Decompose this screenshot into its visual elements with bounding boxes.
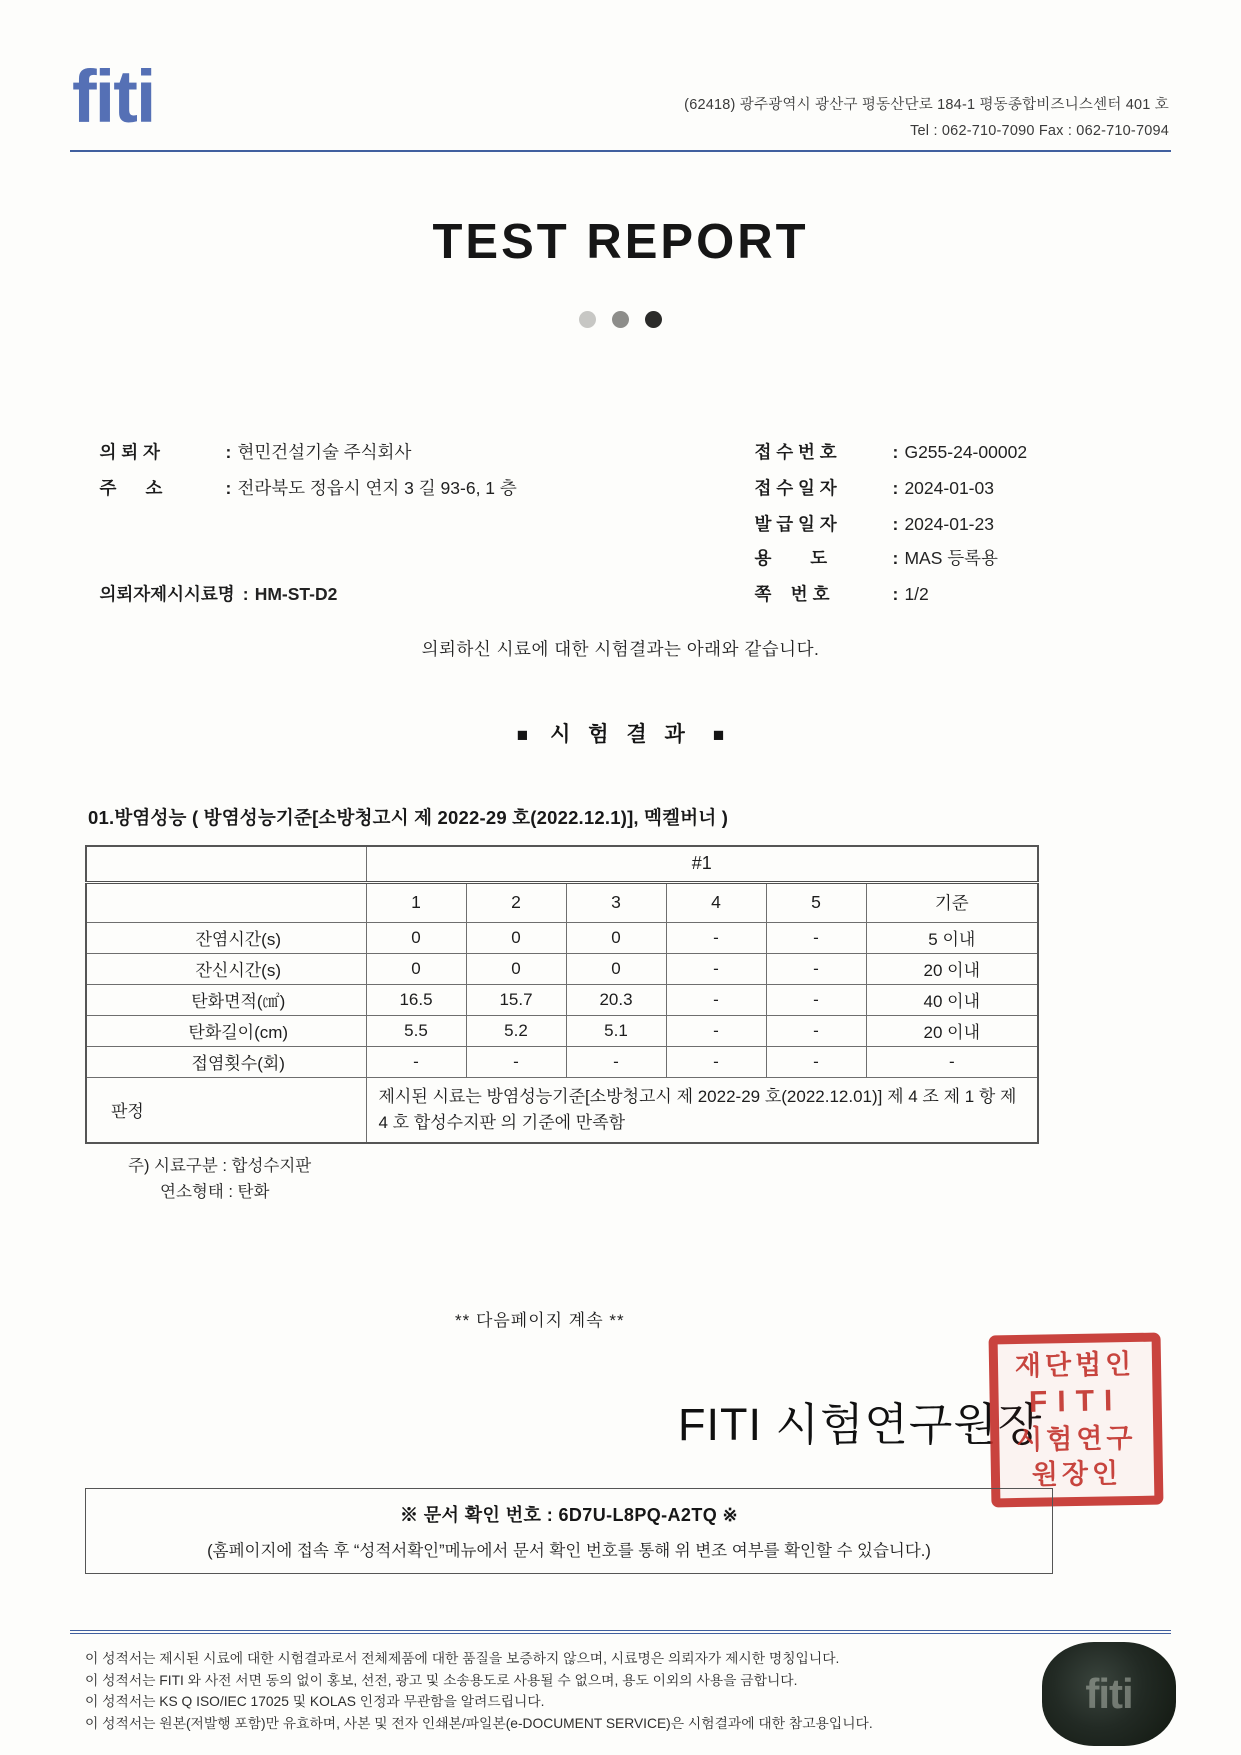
receipt-no-value: G255-24-00002 — [904, 442, 1028, 462]
cell: 0 — [366, 922, 466, 953]
cell: - — [666, 1046, 766, 1077]
receipt-date-value: 2024-01-03 — [904, 478, 994, 498]
header-rule — [70, 150, 1171, 152]
cell: 16.5 — [366, 984, 466, 1015]
fiti-logo — [70, 58, 270, 142]
table-note-sample-type: 주) 시료구분 : 합성수지판 — [128, 1157, 312, 1175]
header-telfax: Tel : 062-710-7090 Fax : 062-710-7094 — [910, 123, 1169, 139]
cell: - — [666, 922, 766, 953]
table-note-burn-type: 연소형태 : 탄화 — [160, 1183, 270, 1201]
usage-label: 용 도 — [754, 548, 828, 568]
cell: 0 — [566, 953, 666, 984]
verdict-label: 판정 — [86, 1077, 366, 1143]
row-label: 탄화길이(cm) — [86, 1015, 366, 1046]
usage-value: MAS 등록용 — [904, 548, 998, 568]
table-row — [86, 953, 1038, 984]
colon: : — [225, 478, 232, 498]
cell: - — [566, 1046, 666, 1077]
row-label: 탄화면적(㎠) — [86, 984, 366, 1015]
cell-standard: 20 이내 — [866, 953, 1038, 984]
cell: - — [766, 953, 866, 984]
dot-light — [579, 311, 596, 328]
table-row — [86, 922, 1038, 953]
header-address: (62418) 광주광역시 광산구 평동산단로 184-1 평동종합비즈니스센터 401 호 — [684, 97, 1169, 113]
page-no-value: 1/2 — [904, 584, 929, 604]
table-row — [86, 1015, 1038, 1046]
section-heading — [0, 718, 1241, 748]
footer-note: 이 성적서는 원본(저발행 포함)만 유효하며, 사본 및 전자 인쇄본/파일본(e-DOCUMENT SERVICE)은 시험결과에 대한 참고용입니다. — [85, 1715, 873, 1731]
cell: - — [766, 984, 866, 1015]
signature-title: FITI 시험연구원장 — [678, 1399, 1043, 1450]
page-no-label: 쪽 번 호 — [754, 584, 830, 604]
sample-name-value: HM-ST-D2 — [254, 584, 338, 604]
label-header-cell — [86, 882, 366, 922]
cell: - — [666, 1015, 766, 1046]
table-corner-cell — [86, 846, 366, 882]
cell: 5.1 — [566, 1015, 666, 1046]
client-value: 현민건설기술 주식회사 — [237, 442, 412, 462]
table-group-header-row — [86, 846, 1038, 882]
col-header: 5 — [766, 882, 866, 922]
colon: : — [225, 442, 232, 462]
colon: : — [242, 584, 249, 604]
table-row — [86, 984, 1038, 1015]
result-table — [85, 845, 1039, 1144]
section-title: 시 험 결 과 — [550, 723, 691, 746]
page-title: TEST REPORT — [432, 215, 809, 269]
document-check-box — [85, 1488, 1053, 1574]
document-check-number: ※ 문서 확인 번호 : 6D7U-L8PQ-A2TQ ※ — [399, 1505, 739, 1525]
title-dots — [0, 311, 1241, 328]
cell: - — [666, 953, 766, 984]
address-row — [80, 454, 517, 521]
col-header: 4 — [666, 882, 766, 922]
col-header: 3 — [566, 882, 666, 922]
row-label: 접염횟수(회) — [86, 1046, 366, 1077]
square-marker-left: ■ — [516, 725, 529, 746]
col-header: 1 — [366, 882, 466, 922]
cell: 0 — [566, 922, 666, 953]
row-label: 잔염시간(s) — [86, 922, 366, 953]
dot-dark — [645, 311, 662, 328]
table-column-header-row — [86, 882, 1038, 922]
issue-date-label: 발 급 일 자 — [754, 514, 837, 534]
square-marker-right: ■ — [712, 725, 725, 746]
cell-standard: 5 이내 — [866, 922, 1038, 953]
continue-next-page: ** 다음페이지 계속 ** — [455, 1311, 625, 1330]
footer-notes — [85, 1648, 1095, 1734]
red-seal-stamp — [989, 1333, 1164, 1508]
address-label: 주 소 — [99, 478, 163, 498]
footer-rule — [70, 1630, 1171, 1634]
cell: 15.7 — [466, 984, 566, 1015]
group-header: #1 — [366, 846, 1038, 882]
table-row — [86, 1046, 1038, 1077]
header-address-block — [684, 92, 1169, 144]
footer-note: 이 성적서는 제시된 시료에 대한 시험결과로서 전체제품에 대한 품질을 보증하지 않으며, 시료명은 의뢰자가 제시한 명칭입니다. — [85, 1651, 840, 1666]
seal-line: 재단법인 — [1014, 1348, 1136, 1381]
receipt-no-label: 접 수 번 호 — [754, 442, 837, 462]
client-label: 의 뢰 자 — [99, 442, 160, 462]
fiti-logo-text: fiti — [72, 58, 155, 138]
cell: - — [766, 1015, 866, 1046]
cell: 0 — [366, 953, 466, 984]
cell-standard: - — [866, 1046, 1038, 1077]
cell: - — [666, 984, 766, 1015]
footer-note: 이 성적서는 KS Q ISO/IEC 17025 및 KOLAS 인정과 무관함을 알려드립니다. — [85, 1694, 545, 1709]
colon: : — [892, 584, 899, 604]
document-check-note: (홈페이지에 접속 후 “성적서확인”메뉴에서 문서 확인 번호를 통해 위 변조 여부를 확인할 수 있습니다.) — [207, 1542, 931, 1560]
cell: - — [766, 1046, 866, 1077]
cell: 5.5 — [366, 1015, 466, 1046]
cell: - — [766, 922, 866, 953]
cell-standard: 20 이내 — [866, 1015, 1038, 1046]
address-value: 전라북도 정읍시 연지 3 길 93-6, 1 층 — [237, 478, 517, 498]
fiti-ink-stamp — [1042, 1642, 1176, 1746]
fiti-ink-stamp-text: fiti — [1085, 1670, 1133, 1717]
row-label: 잔신시간(s) — [86, 953, 366, 984]
colon: : — [892, 548, 899, 568]
cell: 5.2 — [466, 1015, 566, 1046]
colon: : — [892, 442, 899, 462]
seal-line: 원장인 — [1031, 1458, 1123, 1491]
issue-date-value: 2024-01-23 — [904, 514, 994, 534]
cell: 20.3 — [566, 984, 666, 1015]
seal-line: 시험연구 — [1015, 1422, 1137, 1455]
cell-standard: 40 이내 — [866, 984, 1038, 1015]
sample-name-row — [80, 560, 337, 627]
cell: 0 — [466, 922, 566, 953]
verdict-text: 제시된 시료는 방염성능기준[소방청고시 제 2022-29 호(2022.12.01)] 제 4 조 제 1 항 제 4 호 합성수지판 의 기준에 만족함 — [366, 1077, 1038, 1143]
col-header: 2 — [466, 882, 566, 922]
verdict-row — [86, 1077, 1038, 1143]
intro-sentence: 의뢰하신 시료에 대한 시험결과는 아래와 같습니다. — [421, 639, 820, 659]
colon: : — [892, 514, 899, 534]
seal-line-fiti: FITI — [1028, 1384, 1123, 1420]
col-header-standard: 기준 — [866, 882, 1038, 922]
page-no-row — [735, 560, 929, 627]
cell: - — [366, 1046, 466, 1077]
cell: - — [466, 1046, 566, 1077]
test-heading: 01.방염성능 ( 방염성능기준[소방청고시 제 2022-29 호(2022.12.1)], 멕켈버너 ) — [88, 807, 729, 828]
cell: 0 — [466, 953, 566, 984]
receipt-date-label: 접 수 일 자 — [754, 478, 837, 498]
colon: : — [892, 478, 899, 498]
footer-note: 이 성적서는 FITI 와 사전 서면 동의 없이 홍보, 선전, 광고 및 소송용도로 사용될 수 없으며, 용도 이외의 사용을 금합니다. — [85, 1672, 798, 1688]
dot-medium — [612, 311, 629, 328]
sample-name-label: 의뢰자제시시료명 — [99, 584, 235, 604]
